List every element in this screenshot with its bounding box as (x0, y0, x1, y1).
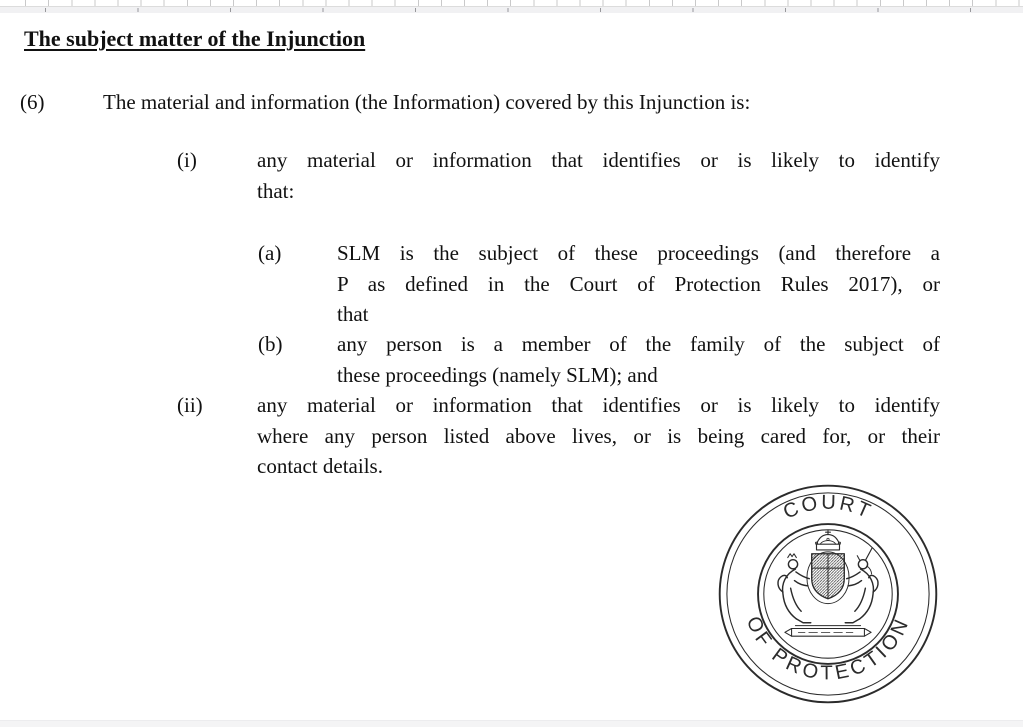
paragraph-line: that: (257, 178, 295, 203)
motto-banner-icon (785, 626, 871, 637)
subitem-b (258, 329, 940, 390)
paragraph-6 (20, 87, 940, 118)
subitem-number: (ii) (177, 393, 203, 417)
lion-supporter-icon (778, 554, 811, 623)
paragraph-line: The material and information (the Information) covered by this Injunction is: (103, 90, 751, 114)
seal-bottom-text: OF PROTECTION (741, 613, 915, 685)
paragraph-line: these proceedings (namely SLM); and (337, 362, 658, 387)
royal-coat-of-arms-icon (778, 531, 878, 636)
subitem-number: (i) (177, 148, 197, 172)
subitem-a (258, 238, 940, 330)
paragraph-line: any person is a member of the family of the subject of (337, 332, 940, 356)
seal-top-text: COURT (780, 491, 877, 524)
paragraph-line: any material or information that identifies or is likely to identify (257, 148, 940, 172)
paragraph-number: (6) (20, 90, 45, 114)
subitem-number: (b) (258, 332, 283, 356)
bottom-edge-bar (0, 720, 1023, 727)
ruler-minor-ticks (0, 0, 1023, 7)
paragraph-line: SLM is the subject of these proceedings (and therefore a (337, 241, 940, 265)
subitem-ii (177, 390, 940, 482)
subitem-number: (a) (258, 241, 282, 265)
court-of-protection-seal (713, 479, 943, 709)
unicorn-supporter-icon (845, 548, 878, 623)
crown-icon (815, 531, 840, 550)
document-heading: The subject matter of the Injunction (24, 26, 366, 51)
paragraph-line: any material or information that identifies or is likely to identify (257, 393, 940, 417)
paragraph-line: P as defined in the Court of Protection Rules 2017), or (337, 271, 940, 296)
paragraph-line: that (337, 302, 369, 326)
paragraph-line: contact details. (257, 454, 383, 478)
paragraph-line: where any person listed above lives, or is being cared for, or their (257, 423, 940, 448)
subitem-i (177, 145, 940, 206)
ruler-unit-ticks (0, 7, 1023, 13)
